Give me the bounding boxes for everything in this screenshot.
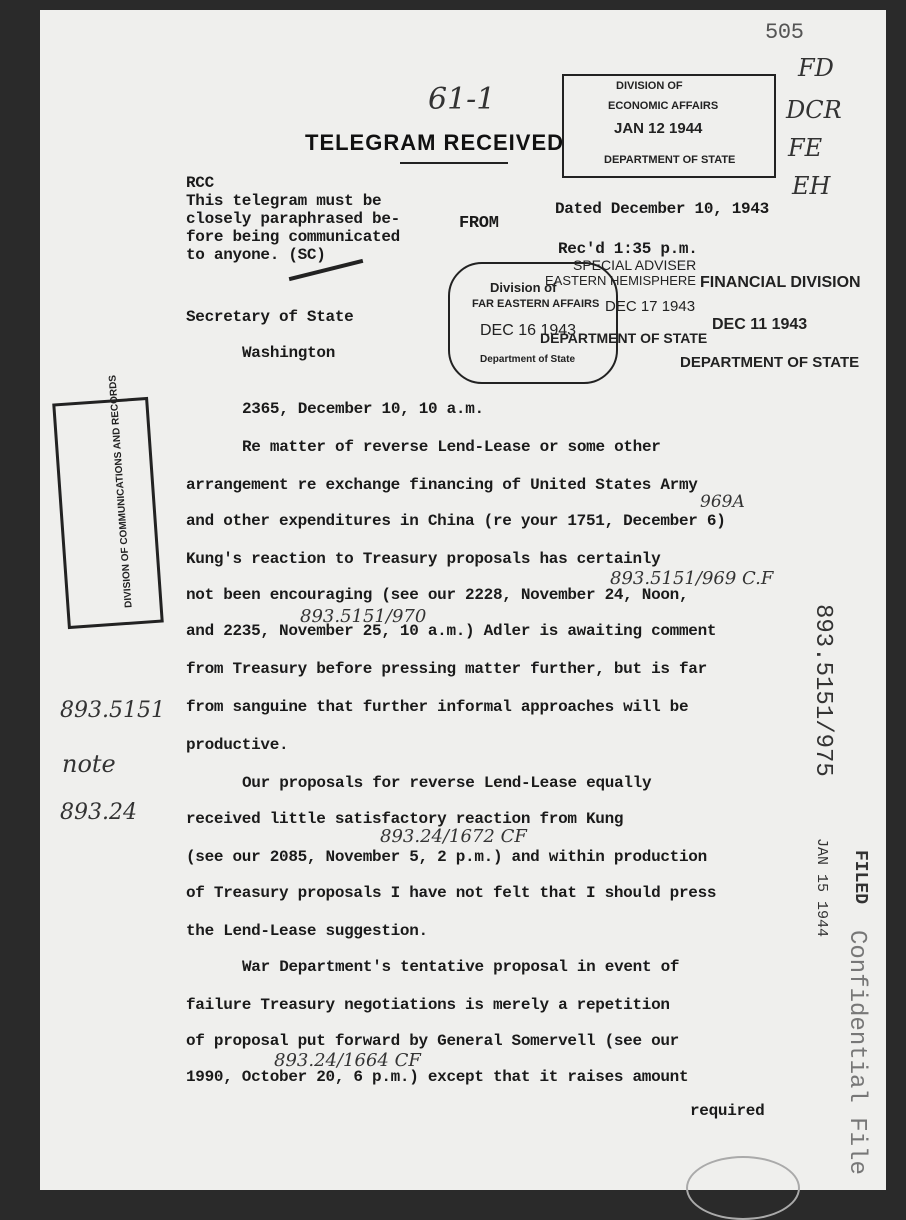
- notice-line-1: This telegram must be: [186, 192, 382, 210]
- stamp-special-adviser-region: EASTERN HEMISPHERE: [545, 273, 696, 288]
- body-line-14: of Treasury proposals I have not felt that I should press: [186, 884, 717, 902]
- body-line-16: War Department's tentative proposal in event of: [242, 958, 680, 976]
- side-confidential-file: Confidential File: [843, 930, 870, 1175]
- addressee-line-1: Secretary of State: [186, 308, 354, 326]
- stamp-economic-affairs: DIVISION OF ECONOMIC AFFAIRS JAN 12 1944 DEPARTMENT OF STATE: [562, 74, 776, 178]
- routing-fd: FD: [798, 54, 834, 82]
- margin-ref-893-5151: 893.5151: [60, 698, 165, 723]
- body-line-1: 2365, December 10, 10 a.m.: [242, 400, 484, 418]
- body-line-8: from Treasury before pressing matter further, but is far: [186, 660, 707, 678]
- ref-893-5151-970: 893.5151/970: [300, 606, 427, 627]
- body-line-12: received little satisfactory reaction from Kung: [186, 810, 624, 828]
- body-line-3: arrangement re exchange financing of United States Army: [186, 476, 698, 494]
- body-line-5: Kung's reaction to Treasury proposals has certainly: [186, 550, 661, 568]
- body-line-20: required: [690, 1102, 765, 1120]
- telegram-title: TELEGRAM RECEIVED: [305, 130, 565, 155]
- routing-eh: EH: [792, 172, 831, 200]
- stamp-special-adviser-dept: DEPARTMENT OF STATE: [540, 330, 708, 346]
- ref-893-5151-969: 893.5151/969 C.F: [610, 568, 774, 589]
- stamp-far-eastern-affairs: Division of FAR EASTERN AFFAIRS DEC 16 1943 Department of State: [448, 262, 618, 384]
- margin-ref-893-24: 893.24: [60, 800, 137, 825]
- stamp-communications-records: DIVISION OF COMMUNICATIONS AND RECORDS: [52, 397, 164, 629]
- body-line-11: Our proposals for reverse Lend-Lease equally: [242, 774, 652, 792]
- bottom-seal: [686, 1156, 800, 1220]
- body-line-9: from sanguine that further informal approaches will be: [186, 698, 689, 716]
- ref-969a: 969A: [700, 492, 745, 512]
- body-line-19: 1990, October 20, 6 p.m.) except that it raises amount: [186, 1068, 689, 1086]
- dated-line: Dated December 10, 1943: [555, 200, 769, 218]
- addressee-line-2: Washington: [242, 344, 336, 362]
- side-filed: FILED: [850, 850, 870, 905]
- stamp-financial-division: FINANCIAL DIVISION: [700, 274, 861, 291]
- ref-893-24-1664: 893.24/1664 CF: [274, 1050, 421, 1071]
- notice-line-3: fore being communicated: [186, 228, 400, 246]
- margin-note: note: [62, 750, 116, 778]
- side-file-number: 893.5151/975: [809, 604, 836, 777]
- stamp-financial-dept: DEPARTMENT OF STATE: [680, 354, 860, 371]
- body-line-18: of proposal put forward by General Somervell (see our: [186, 1032, 679, 1050]
- stamp-special-adviser: SPECIAL ADVISER: [573, 257, 697, 273]
- title-underline: [400, 162, 508, 164]
- body-line-6: not been encouraging (see our 2228, November 24, Noon,: [186, 586, 689, 604]
- body-line-17: failure Treasury negotiations is merely a repetition: [186, 996, 670, 1014]
- routing-fe: FE: [788, 134, 823, 162]
- stamp-special-adviser-date: DEC 17 1943: [605, 298, 696, 315]
- body-line-15: the Lend-Lease suggestion.: [186, 922, 428, 940]
- telegram-page: [40, 10, 886, 1190]
- body-line-7: and 2235, November 25, 10 a.m.) Adler is awaiting comment: [186, 622, 717, 640]
- side-filed-date: JAN 15 1944: [813, 838, 830, 938]
- notice-line-2: closely paraphrased be-: [186, 210, 400, 228]
- body-line-4: and other expenditures in China (re your 1751, December 6): [186, 512, 726, 530]
- handwritten-file-mark: 61-1: [428, 82, 496, 117]
- from-label: FROM: [459, 214, 499, 233]
- routing-dcr: DCR: [786, 96, 842, 124]
- body-line-13: (see our 2085, November 5, 2 p.m.) and within production: [186, 848, 707, 866]
- body-line-2: Re matter of reverse Lend-Lease or some other: [242, 438, 661, 456]
- ref-893-24-1672: 893.24/1672 CF: [380, 826, 527, 847]
- stamp-financial-date: DEC 11 1943: [712, 316, 808, 333]
- page-number: 505: [765, 20, 804, 45]
- notice-line-4: to anyone. (SC): [186, 246, 326, 264]
- received-line: Rec'd 1:35 p.m.: [558, 240, 698, 258]
- body-line-10: productive.: [186, 736, 289, 754]
- header-code: RCC: [186, 174, 214, 192]
